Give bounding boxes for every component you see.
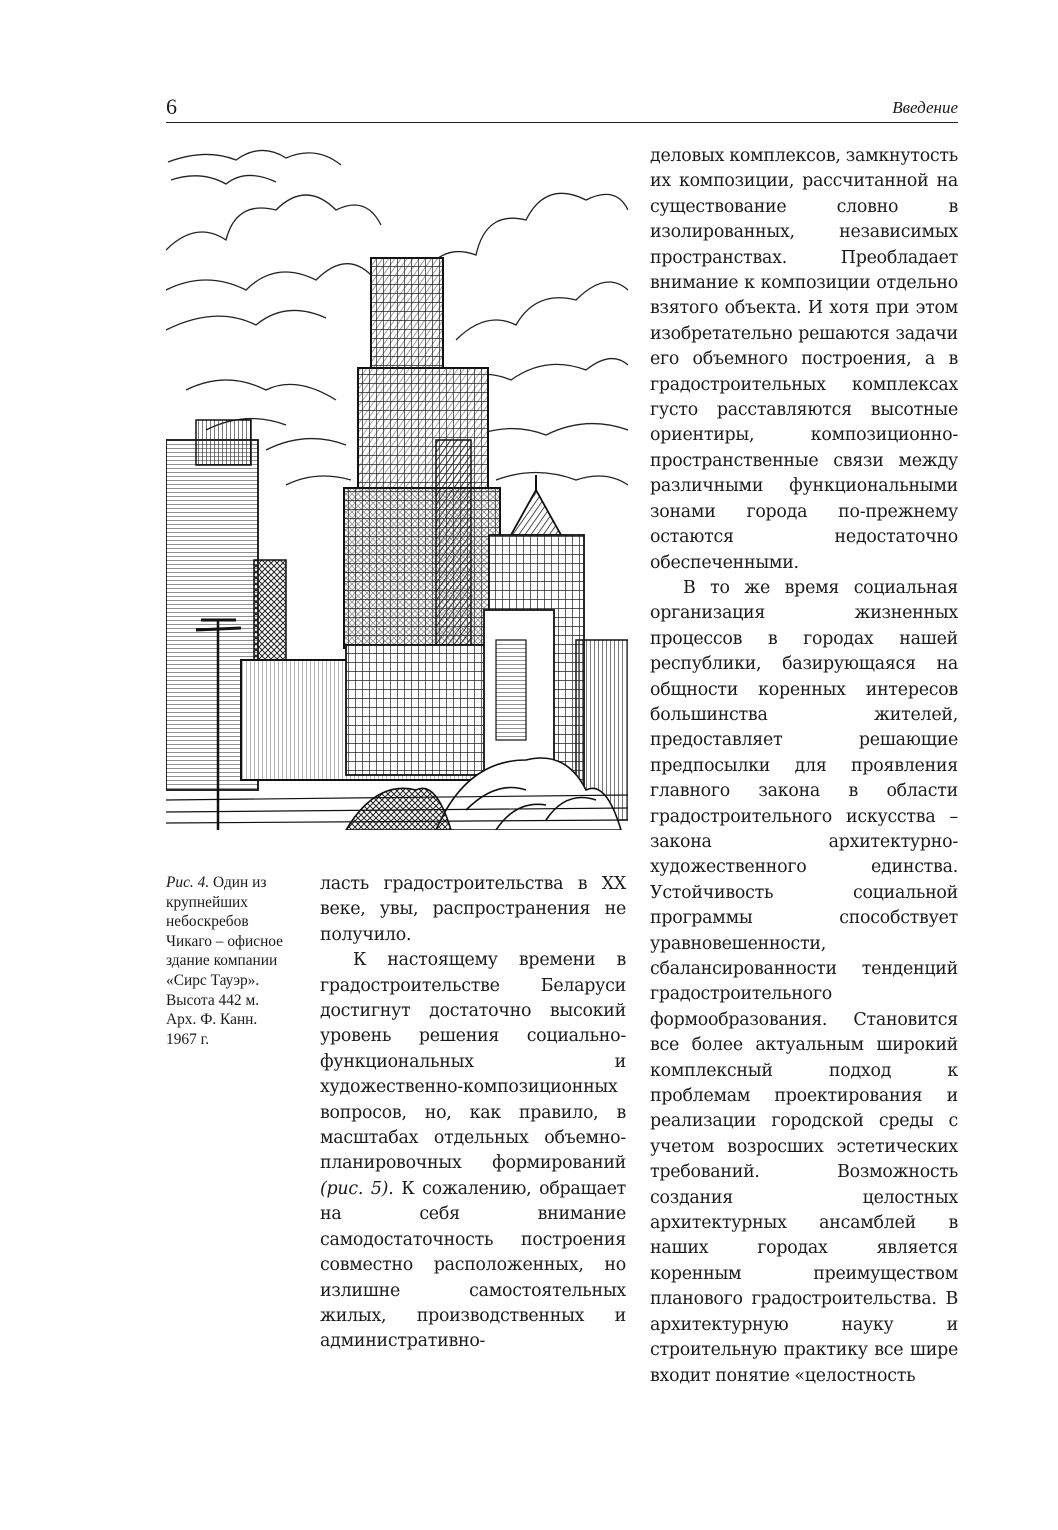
lower-block-sketch — [241, 645, 501, 780]
paragraph: деловых комплексов, замкнутость их композиции, рассчитанной на существование словно в изолированных, независимых пространствах. Преобладает внимание к композиции отдельно взятого объекта. И хотя при этом изобретательно решаются задачи его объемного построения, а в градостроительных комплексах густо расставляются высотные ориентиры, композиционно-пространственные связи между различными функциональными зонами города по-прежнему остаются недостаточно обеспеченными. — [650, 146, 958, 573]
running-title: Введение — [892, 98, 958, 117]
caption-text: Один из крупнейших небоскребов Чикаго – офисное здание компании «Сирс Тауэр». Высота 442 м. Арх. Ф. Канн. 1967 г. — [166, 874, 284, 1048]
figure-reference: (рис. 5) — [320, 1178, 389, 1199]
page-number: 6 — [166, 94, 177, 119]
middle-text-column — [320, 872, 626, 1355]
right-text-column — [650, 144, 958, 1389]
paragraph-text: . К сожалению, обращает на себя внимание самодостаточность построения совместно расположенных, но излишне самостоятельных жилых, производственных и административно- — [320, 1178, 626, 1352]
figure-illustration — [166, 140, 628, 830]
figure-caption — [166, 873, 290, 1049]
running-header — [166, 92, 958, 123]
caption-label: Рис. 4. — [166, 874, 210, 891]
tower-sketch — [344, 258, 500, 650]
paragraph-text: К настоящему времени в градостроительстве Беларуси достигнут достаточно высокий уровень решения социально-функциональных и художественно-композиционных вопросов, но, как правило, в масштабах отдельных объемно-планировочных формирований — [320, 950, 626, 1174]
paragraph: ласть градостроительства в XX веке, увы, распространения не получило. — [320, 874, 626, 945]
paragraph: В то же время социальная организация жизненных процессов в городах нашей республики, базирующаяся на общности коренных интересов большинства жителей, предоставляет решающие предпосылки для проявления главного закона в области градостроительного искусства – закона архитектурно-художественного единства. Устойчивость социальной программы способствует уравновешенности, сбалансированности тенденций градостроительного формообразования. Становится все более актуальным широкий комплексный подход к проблемам проектирования и реализации городской среды с учетом возросших эстетических требований. Возможность создания целостных архитектурных ансамблей в наших городах является коренным преимуществом планового градостроительства. В архитектурную науку и строительную практику все шире входит понятие «целостность — [650, 577, 958, 1386]
paragraph — [320, 948, 626, 1355]
